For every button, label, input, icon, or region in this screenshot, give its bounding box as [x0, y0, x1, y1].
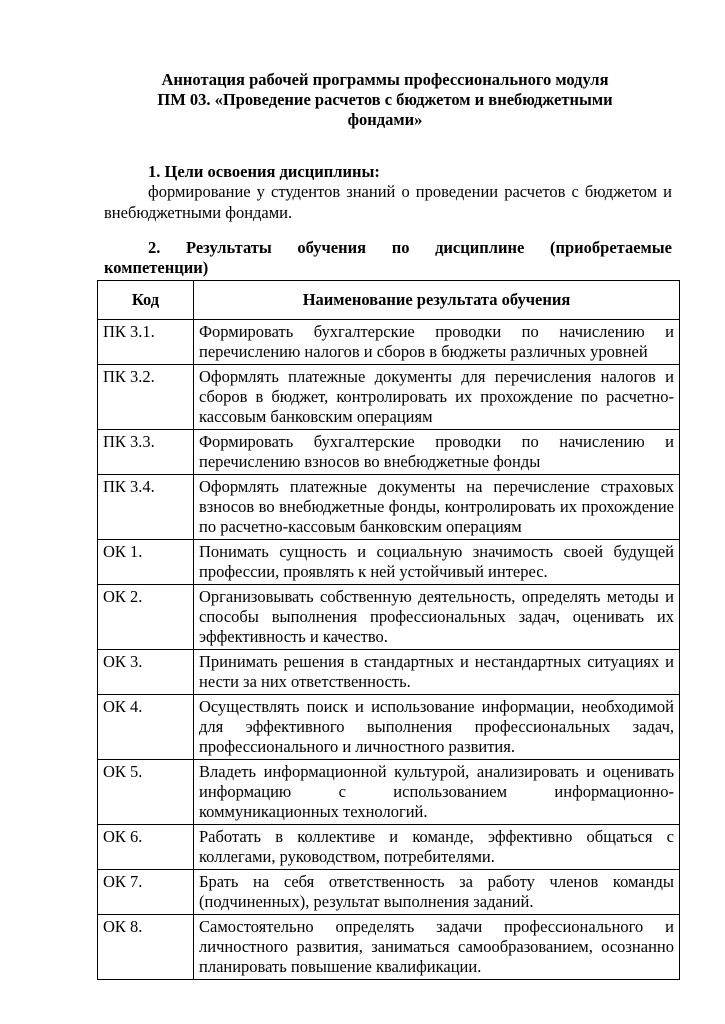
- competency-description: Организовывать собственную деятельность, определять методы и способы выполнения профессиональных задач, оценивать их эффективность и качество.: [194, 585, 680, 650]
- table-row: [98, 870, 680, 915]
- results-table: [97, 280, 680, 980]
- table-row: [98, 915, 680, 980]
- table-row: [98, 430, 680, 475]
- competency-code: ОК 6.: [98, 825, 194, 870]
- results-table-body: [98, 320, 680, 980]
- table-row: [98, 650, 680, 695]
- section-2-heading: [104, 238, 672, 278]
- competency-description: Понимать сущность и социальную значимость своей будущей профессии, проявлять к ней устойчивый интерес.: [194, 540, 680, 585]
- section-1-heading: 1. Цели освоения дисциплины:: [148, 162, 380, 181]
- heading-word: по: [391, 238, 410, 257]
- competency-code: ОК 1.: [98, 540, 194, 585]
- competency-description: Формировать бухгалтерские проводки по начислению и перечислению взносов во внебюджетные фонды: [194, 430, 680, 475]
- heading-word: (приобретаемые: [549, 238, 672, 257]
- section-1-text: формирование у студентов знаний о проведении расчетов с бюджетом и внебюджетными фондами.: [104, 182, 672, 222]
- document-title: [120, 70, 650, 130]
- competency-description: Брать на себя ответственность за работу членов команды (подчиненных), результат выполнения заданий.: [194, 870, 680, 915]
- competency-description: Самостоятельно определять задачи профессионального и личностного развития, заниматься самообразованием, осознанно планировать повышение квалификации.: [194, 915, 680, 980]
- competency-code: ПК 3.3.: [98, 430, 194, 475]
- table-row: [98, 365, 680, 430]
- table-row: [98, 825, 680, 870]
- competency-code: ОК 7.: [98, 870, 194, 915]
- title-line-3: фондами»: [347, 110, 423, 129]
- competency-code: ПК 3.4.: [98, 475, 194, 540]
- competency-code: ОК 8.: [98, 915, 194, 980]
- table-row: [98, 320, 680, 365]
- table-row: [98, 760, 680, 825]
- competency-description: Принимать решения в стандартных и нестандартных ситуациях и нести за них ответственность.: [194, 650, 680, 695]
- section-2-heading-line-2: компетенции): [104, 258, 209, 277]
- competency-description: Оформлять платежные документы для перечисления налогов и сборов в бюджет, контролировать их прохождение по расчетно-кассовым банковским операциям: [194, 365, 680, 430]
- competency-description: Осуществлять поиск и использование информации, необходимой для эффективного выполнения профессиональных задач, профессионального и личностного развития.: [194, 695, 680, 760]
- competency-description: Оформлять платежные документы на перечисление страховых взносов во внебюджетные фонды, контролировать их прохождение по расчетно-кассовым банковским операциям: [194, 475, 680, 540]
- competency-description: Формировать бухгалтерские проводки по начислению и перечислению налогов и сборов в бюджеты различных уровней: [194, 320, 680, 365]
- title-line-1: Аннотация рабочей программы профессионального модуля: [161, 70, 609, 89]
- table-header-row: [98, 281, 680, 320]
- heading-word: дисциплине: [435, 238, 525, 257]
- table-row: [98, 695, 680, 760]
- title-line-2: ПМ 03. «Проведение расчетов с бюджетом и внебюджетными: [157, 90, 613, 109]
- table-row: [98, 475, 680, 540]
- table-row: [98, 585, 680, 650]
- heading-word: обучения: [297, 238, 367, 257]
- competency-code: ПК 3.2.: [98, 365, 194, 430]
- table-row: [98, 540, 680, 585]
- competency-code: ОК 4.: [98, 695, 194, 760]
- competency-description: Работать в коллективе и команде, эффективно общаться с коллегами, руководством, потребителями.: [194, 825, 680, 870]
- competency-description: Владеть информационной культурой, анализировать и оценивать информацию с использованием информационно-коммуникационных технологий.: [194, 760, 680, 825]
- competency-code: ПК 3.1.: [98, 320, 194, 365]
- section-2-heading-line-1: [104, 238, 672, 258]
- column-header-name: Наименование результата обучения: [194, 281, 680, 320]
- column-header-code: Код: [98, 281, 194, 320]
- competency-code: ОК 2.: [98, 585, 194, 650]
- competency-code: ОК 3.: [98, 650, 194, 695]
- heading-word: 2.: [148, 238, 161, 257]
- competency-code: ОК 5.: [98, 760, 194, 825]
- heading-word: Результаты: [185, 238, 272, 257]
